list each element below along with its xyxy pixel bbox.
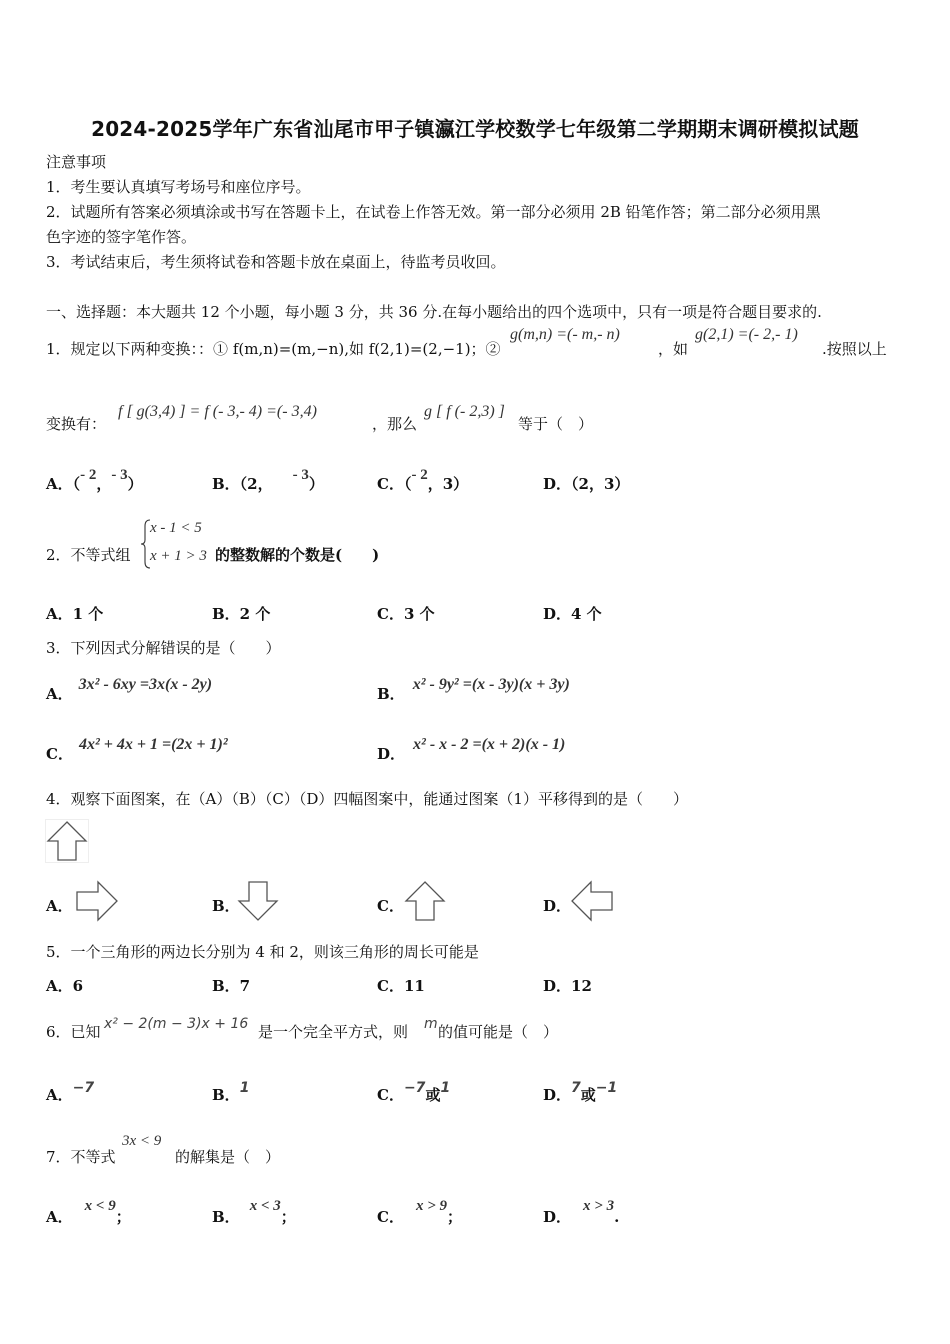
q7-stem-b: 的解集是（ ） [175,1148,281,1166]
q5-option-a[interactable]: A．6 [46,977,84,995]
notice-item: 3．考试结束后，考生须将试卷和答题卡放在桌面上，待监考员收回。 [46,253,506,271]
section-heading: 一、选择题：本大题共 12 个小题，每小题 3 分，共 36 分.在每小题给出的四个选项中，只有一项是符合题目要求的. [46,303,822,321]
q4-option-a[interactable]: A． [46,897,73,915]
q3-option-a[interactable]: A．3x² - 6xy =3x(x - 2y) [46,676,213,703]
notice-item: 2．试题所有答案必须填涂或书写在答题卡上，在试卷上作答无效。第一部分必须用 2B 铅笔作答；第二部分必须用黑 [46,203,821,221]
arrow-up-figure-icon [45,819,89,863]
q4-option-d[interactable]: D． [543,897,572,915]
arrow-left-figure-icon [569,879,615,923]
q7-option-a[interactable]: A．x < 9； [46,1198,131,1226]
q7-stem-a: 7．不等式 [46,1148,116,1166]
q7-math-inequality: 3x < 9 [122,1133,162,1149]
q7-option-b[interactable]: B．x < 3； [212,1198,296,1226]
notice-heading: 注意事项 [46,153,107,171]
q3-option-d[interactable]: D．x² - x - 2 =(x + 2)(x - 1) [377,736,566,763]
q2-option-c[interactable]: C．3 个 [377,605,435,623]
q2-stem-a: 2．不等式组 [46,546,131,564]
q7-option-d[interactable]: D．x > 3. [543,1198,620,1226]
q6-stem-b: 是一个完全平方式，则 [258,1023,409,1041]
q3-option-c[interactable]: C．4x² + 4x + 1 =(2x + 1)² [46,736,228,763]
q5-option-b[interactable]: B．7 [212,977,251,995]
q1-math-composition: f [ g(3,4) ] = f (- 3,- 4) =(- 3,4) [118,403,317,420]
q1-option-d[interactable]: D．（2，3） [543,475,630,493]
q6-math-m: m [424,1016,438,1032]
q1-math-g-def: g(m,n) =(- m,- n) [510,326,620,343]
q1-math-g-example: g(2,1) =(- 2,- 1) [695,326,798,343]
q1-stem-a: 1．规定以下两种变换：：① f(m,n)=(m,−n),如 f(2,1)=(2,−1)；② [46,340,501,358]
q6-option-b[interactable]: B．1 [212,1080,250,1104]
q2-stem-b: 的整数解的个数是( ) [215,546,380,564]
q1-stem-e: ，那么 [372,415,418,433]
q6-option-a[interactable]: A．−7 [46,1080,95,1104]
q5-option-c[interactable]: C．11 [377,977,425,995]
q5-stem: 5．一个三角形的两边长分别为 4 和 2，则该三角形的周长可能是 [46,943,479,961]
q1-option-c[interactable]: C．（- 2，3） [377,467,469,493]
q1-stem-b: ，如 [658,340,689,358]
arrow-down-figure-icon [236,879,282,923]
q1-option-a[interactable]: A．（- 2，- 3） [46,467,143,493]
q2-option-d[interactable]: D．4 个 [543,605,602,623]
q1-stem-d: 变换有： [46,415,107,433]
notice-item: 1．考生要认真填写考场号和座位序号。 [46,178,311,196]
q6-option-c[interactable]: C．−7或1 [377,1080,451,1104]
q4-stem: 4．观察下面图案，在（A）（B）（C）（D）四幅图案中，能通过图案（1）平移得到的是（ ） [46,790,688,808]
q2-option-a[interactable]: A．1 个 [46,605,104,623]
q2-ineq-1: x - 1 < 5 [150,520,202,536]
q6-stem-c: 的值可能是（ ） [438,1023,559,1041]
q3-option-b[interactable]: B．x² - 9y² =(x - 3y)(x + 3y) [377,676,570,703]
q6-math-expression: x² − 2(m − 3)x + 16 [104,1016,249,1032]
q2-ineq-2: x + 1 > 3 [150,548,207,564]
q7-option-c[interactable]: C．x > 9； [377,1198,463,1226]
q5-option-d[interactable]: D．12 [543,977,592,995]
q1-math-question: g [ f (- 2,3) ] [424,403,505,420]
q4-option-b[interactable]: B． [212,897,240,915]
arrow-up-figure-icon [403,879,449,923]
q1-option-b[interactable]: B．（2， - 3） [212,467,324,493]
q3-stem: 3．下列因式分解错误的是（ ） [46,639,281,657]
arrow-right-figure-icon [74,879,120,923]
page-title: 2024-2025学年广东省汕尾市甲子镇瀛江学校数学七年级第二学期期末调研模拟试题 [91,117,859,141]
notice-item: 色字迹的签字笔作答。 [46,228,197,246]
q1-stem-c: .按照以上 [822,340,887,358]
q4-option-c[interactable]: C． [377,897,404,915]
q6-stem-a: 6．已知 [46,1023,101,1041]
q1-stem-f: 等于（ ） [518,415,594,433]
q2-option-b[interactable]: B．2 个 [212,605,271,623]
q6-option-d[interactable]: D．7或−1 [543,1080,618,1104]
